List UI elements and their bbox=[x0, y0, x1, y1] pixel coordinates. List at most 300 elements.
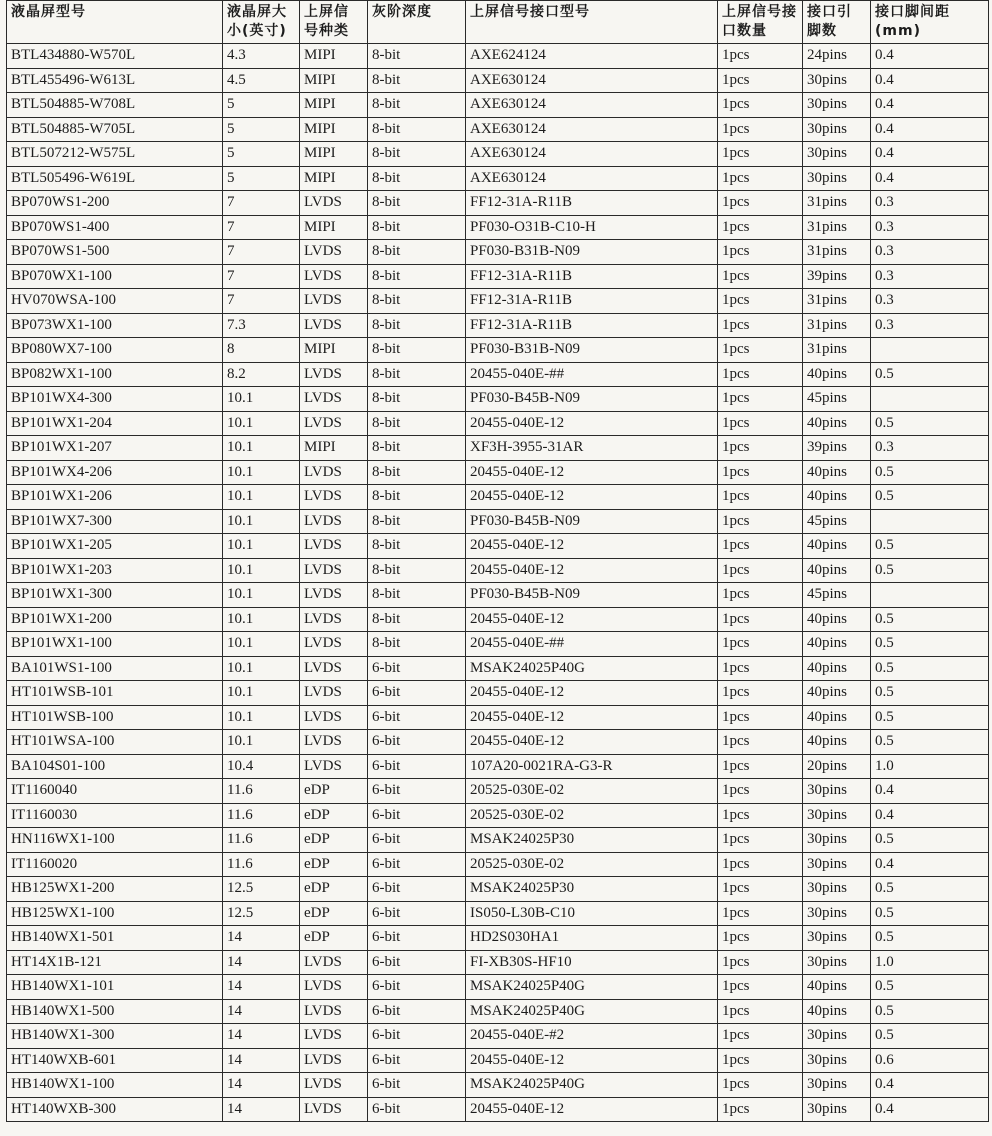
signal-type-cell: MIPI bbox=[300, 338, 368, 363]
size-cell: 10.1 bbox=[223, 730, 300, 755]
pin-pitch-cell: 0.5 bbox=[871, 975, 989, 1000]
pin-pitch-cell: 0.3 bbox=[871, 436, 989, 461]
pin-pitch-cell: 0.4 bbox=[871, 803, 989, 828]
connector-model-cell: XF3H-3955-31AR bbox=[466, 436, 718, 461]
model-cell: BP101WX1-203 bbox=[7, 558, 223, 583]
connector-count-cell: 1pcs bbox=[718, 901, 803, 926]
table-row bbox=[7, 436, 989, 461]
pin-count-cell: 30pins bbox=[803, 1024, 871, 1049]
pin-count-cell: 40pins bbox=[803, 460, 871, 485]
gray-depth-cell: 8-bit bbox=[368, 436, 466, 461]
size-cell: 14 bbox=[223, 1073, 300, 1098]
pin-count-cell: 40pins bbox=[803, 975, 871, 1000]
size-cell: 7 bbox=[223, 289, 300, 314]
model-cell: BP070WX1-100 bbox=[7, 264, 223, 289]
connector-count-cell: 1pcs bbox=[718, 852, 803, 877]
size-cell: 10.1 bbox=[223, 460, 300, 485]
table-row bbox=[7, 264, 989, 289]
connector-count-cell: 1pcs bbox=[718, 289, 803, 314]
gray-depth-cell: 6-bit bbox=[368, 852, 466, 877]
gray-depth-cell: 6-bit bbox=[368, 877, 466, 902]
pin-pitch-cell: 0.5 bbox=[871, 485, 989, 510]
pin-pitch-cell: 0.4 bbox=[871, 1097, 989, 1122]
gray-depth-cell: 6-bit bbox=[368, 779, 466, 804]
connector-count-cell: 1pcs bbox=[718, 1073, 803, 1098]
pin-count-cell: 40pins bbox=[803, 681, 871, 706]
pin-pitch-cell: 1.0 bbox=[871, 754, 989, 779]
signal-type-cell: LVDS bbox=[300, 656, 368, 681]
size-cell: 10.1 bbox=[223, 705, 300, 730]
lcd-spec-table bbox=[6, 0, 989, 1122]
signal-type-cell: LVDS bbox=[300, 681, 368, 706]
table-row bbox=[7, 215, 989, 240]
signal-type-cell: LVDS bbox=[300, 558, 368, 583]
size-cell: 14 bbox=[223, 950, 300, 975]
pin-pitch-cell: 0.4 bbox=[871, 44, 989, 69]
gray-depth-cell: 8-bit bbox=[368, 289, 466, 314]
connector-count-cell: 1pcs bbox=[718, 534, 803, 559]
gray-depth-cell: 6-bit bbox=[368, 950, 466, 975]
model-cell: BP101WX1-205 bbox=[7, 534, 223, 559]
connector-model-cell: 20455-040E-12 bbox=[466, 534, 718, 559]
table-row bbox=[7, 705, 989, 730]
pin-count-cell: 30pins bbox=[803, 779, 871, 804]
connector-model-cell: MSAK24025P40G bbox=[466, 975, 718, 1000]
model-cell: HB140WX1-101 bbox=[7, 975, 223, 1000]
gray-depth-cell: 8-bit bbox=[368, 240, 466, 265]
model-cell: BP101WX7-300 bbox=[7, 509, 223, 534]
table-row bbox=[7, 68, 989, 93]
connector-count-cell: 1pcs bbox=[718, 240, 803, 265]
gray-depth-cell: 6-bit bbox=[368, 1048, 466, 1073]
signal-type-cell: LVDS bbox=[300, 485, 368, 510]
signal-type-cell: LVDS bbox=[300, 754, 368, 779]
connector-count-cell: 1pcs bbox=[718, 191, 803, 216]
gray-depth-cell: 8-bit bbox=[368, 534, 466, 559]
size-cell: 7 bbox=[223, 240, 300, 265]
gray-depth-cell: 6-bit bbox=[368, 681, 466, 706]
gray-depth-cell: 6-bit bbox=[368, 656, 466, 681]
connector-model-cell: MSAK24025P40G bbox=[466, 999, 718, 1024]
model-cell: HN116WX1-100 bbox=[7, 828, 223, 853]
connector-model-cell: PF030-B31B-N09 bbox=[466, 338, 718, 363]
pin-count-cell: 30pins bbox=[803, 1048, 871, 1073]
pin-pitch-cell bbox=[871, 338, 989, 363]
pin-count-cell: 30pins bbox=[803, 926, 871, 951]
pin-pitch-cell: 0.5 bbox=[871, 901, 989, 926]
connector-model-cell: AXE630124 bbox=[466, 68, 718, 93]
gray-depth-cell: 6-bit bbox=[368, 705, 466, 730]
connector-count-cell: 1pcs bbox=[718, 460, 803, 485]
model-cell: HB140WX1-501 bbox=[7, 926, 223, 951]
model-cell: BP082WX1-100 bbox=[7, 362, 223, 387]
table-row bbox=[7, 191, 989, 216]
signal-type-cell: LVDS bbox=[300, 705, 368, 730]
size-cell: 10.1 bbox=[223, 558, 300, 583]
connector-count-cell: 1pcs bbox=[718, 681, 803, 706]
size-cell: 10.1 bbox=[223, 436, 300, 461]
model-cell: BP101WX1-200 bbox=[7, 607, 223, 632]
model-cell: BP101WX4-300 bbox=[7, 387, 223, 412]
table-row bbox=[7, 754, 989, 779]
gray-depth-cell: 8-bit bbox=[368, 191, 466, 216]
connector-count-cell: 1pcs bbox=[718, 999, 803, 1024]
pin-pitch-cell: 0.5 bbox=[871, 632, 989, 657]
table-row bbox=[7, 240, 989, 265]
connector-model-cell: 20525-030E-02 bbox=[466, 779, 718, 804]
table-row bbox=[7, 607, 989, 632]
size-cell: 10.1 bbox=[223, 411, 300, 436]
gray-depth-cell: 8-bit bbox=[368, 460, 466, 485]
connector-count-cell: 1pcs bbox=[718, 632, 803, 657]
pin-count-cell: 40pins bbox=[803, 485, 871, 510]
model-cell: BP080WX7-100 bbox=[7, 338, 223, 363]
connector-model-cell: AXE630124 bbox=[466, 142, 718, 167]
table-row bbox=[7, 411, 989, 436]
pin-pitch-cell: 0.3 bbox=[871, 240, 989, 265]
gray-depth-cell: 8-bit bbox=[368, 68, 466, 93]
connector-count-cell: 1pcs bbox=[718, 607, 803, 632]
model-cell: BTL505496-W619L bbox=[7, 166, 223, 191]
pin-pitch-cell: 0.6 bbox=[871, 1048, 989, 1073]
pin-pitch-cell: 0.3 bbox=[871, 215, 989, 240]
table-row bbox=[7, 926, 989, 951]
size-cell: 4.5 bbox=[223, 68, 300, 93]
signal-type-cell: LVDS bbox=[300, 509, 368, 534]
pin-pitch-cell: 0.4 bbox=[871, 93, 989, 118]
table-row bbox=[7, 583, 989, 608]
model-cell: BA104S01-100 bbox=[7, 754, 223, 779]
pin-pitch-cell: 0.5 bbox=[871, 362, 989, 387]
pin-pitch-cell: 0.5 bbox=[871, 411, 989, 436]
signal-type-cell: LVDS bbox=[300, 191, 368, 216]
size-cell: 10.1 bbox=[223, 387, 300, 412]
connector-count-cell: 1pcs bbox=[718, 387, 803, 412]
gray-depth-cell: 8-bit bbox=[368, 93, 466, 118]
pin-pitch-cell: 0.4 bbox=[871, 117, 989, 142]
table-row bbox=[7, 387, 989, 412]
connector-count-cell: 1pcs bbox=[718, 926, 803, 951]
gray-depth-cell: 8-bit bbox=[368, 558, 466, 583]
size-cell: 10.1 bbox=[223, 632, 300, 657]
model-cell: BTL504885-W708L bbox=[7, 93, 223, 118]
connector-model-cell: MSAK24025P40G bbox=[466, 1073, 718, 1098]
pin-count-cell: 45pins bbox=[803, 387, 871, 412]
pin-pitch-cell: 0.3 bbox=[871, 289, 989, 314]
connector-count-cell: 1pcs bbox=[718, 1024, 803, 1049]
connector-count-cell: 1pcs bbox=[718, 93, 803, 118]
connector-model-cell: FF12-31A-R11B bbox=[466, 264, 718, 289]
pin-pitch-cell: 0.5 bbox=[871, 828, 989, 853]
pin-count-cell: 30pins bbox=[803, 901, 871, 926]
connector-model-cell: HD2S030HA1 bbox=[466, 926, 718, 951]
connector-count-cell: 1pcs bbox=[718, 509, 803, 534]
gray-depth-cell: 8-bit bbox=[368, 264, 466, 289]
gray-depth-cell: 8-bit bbox=[368, 509, 466, 534]
connector-count-cell: 1pcs bbox=[718, 730, 803, 755]
pin-pitch-cell: 1.0 bbox=[871, 950, 989, 975]
pin-count-cell: 24pins bbox=[803, 44, 871, 69]
connector-model-cell: 20455-040E-12 bbox=[466, 681, 718, 706]
connector-count-cell: 1pcs bbox=[718, 1048, 803, 1073]
signal-type-cell: MIPI bbox=[300, 142, 368, 167]
connector-model-cell: 20455-040E-## bbox=[466, 362, 718, 387]
connector-model-cell: 20455-040E-12 bbox=[466, 1048, 718, 1073]
header-connector-count: 上屏信号接口数量 bbox=[718, 1, 803, 44]
signal-type-cell: MIPI bbox=[300, 117, 368, 142]
pin-count-cell: 31pins bbox=[803, 338, 871, 363]
connector-count-cell: 1pcs bbox=[718, 117, 803, 142]
table-row bbox=[7, 485, 989, 510]
pin-count-cell: 31pins bbox=[803, 215, 871, 240]
table-row bbox=[7, 656, 989, 681]
pin-count-cell: 40pins bbox=[803, 705, 871, 730]
signal-type-cell: LVDS bbox=[300, 1048, 368, 1073]
table-row bbox=[7, 460, 989, 485]
connector-count-cell: 1pcs bbox=[718, 950, 803, 975]
connector-count-cell: 1pcs bbox=[718, 264, 803, 289]
size-cell: 10.1 bbox=[223, 681, 300, 706]
model-cell: HB125WX1-100 bbox=[7, 901, 223, 926]
pin-count-cell: 30pins bbox=[803, 68, 871, 93]
model-cell: HT14X1B-121 bbox=[7, 950, 223, 975]
connector-model-cell: 20455-040E-12 bbox=[466, 558, 718, 583]
connector-model-cell: 20455-040E-12 bbox=[466, 730, 718, 755]
model-cell: HT140WXB-601 bbox=[7, 1048, 223, 1073]
gray-depth-cell: 8-bit bbox=[368, 338, 466, 363]
pin-count-cell: 30pins bbox=[803, 950, 871, 975]
size-cell: 14 bbox=[223, 1097, 300, 1122]
header-row bbox=[7, 1, 989, 44]
model-cell: HB125WX1-200 bbox=[7, 877, 223, 902]
pin-count-cell: 30pins bbox=[803, 877, 871, 902]
connector-model-cell: MSAK24025P30 bbox=[466, 828, 718, 853]
signal-type-cell: LVDS bbox=[300, 289, 368, 314]
connector-model-cell: FF12-31A-R11B bbox=[466, 313, 718, 338]
signal-type-cell: MIPI bbox=[300, 68, 368, 93]
pin-count-cell: 40pins bbox=[803, 632, 871, 657]
model-cell: BP073WX1-100 bbox=[7, 313, 223, 338]
pin-count-cell: 40pins bbox=[803, 411, 871, 436]
size-cell: 11.6 bbox=[223, 779, 300, 804]
signal-type-cell: MIPI bbox=[300, 93, 368, 118]
table-row bbox=[7, 1097, 989, 1122]
connector-model-cell: FF12-31A-R11B bbox=[466, 191, 718, 216]
pin-pitch-cell: 0.5 bbox=[871, 656, 989, 681]
pin-pitch-cell: 0.4 bbox=[871, 1073, 989, 1098]
connector-count-cell: 1pcs bbox=[718, 754, 803, 779]
pin-count-cell: 30pins bbox=[803, 803, 871, 828]
connector-model-cell: PF030-B31B-N09 bbox=[466, 240, 718, 265]
pin-count-cell: 40pins bbox=[803, 730, 871, 755]
pin-pitch-cell: 0.5 bbox=[871, 681, 989, 706]
size-cell: 12.5 bbox=[223, 901, 300, 926]
connector-model-cell: FI-XB30S-HF10 bbox=[466, 950, 718, 975]
pin-pitch-cell bbox=[871, 509, 989, 534]
model-cell: IT1160030 bbox=[7, 803, 223, 828]
table-row bbox=[7, 901, 989, 926]
table-row bbox=[7, 44, 989, 69]
signal-type-cell: LVDS bbox=[300, 362, 368, 387]
pin-count-cell: 39pins bbox=[803, 264, 871, 289]
connector-count-cell: 1pcs bbox=[718, 338, 803, 363]
pin-pitch-cell: 0.5 bbox=[871, 926, 989, 951]
connector-model-cell: 20455-040E-12 bbox=[466, 411, 718, 436]
table-row bbox=[7, 534, 989, 559]
connector-model-cell: PF030-B45B-N09 bbox=[466, 387, 718, 412]
signal-type-cell: eDP bbox=[300, 852, 368, 877]
pin-pitch-cell: 0.5 bbox=[871, 877, 989, 902]
table-row bbox=[7, 1048, 989, 1073]
gray-depth-cell: 8-bit bbox=[368, 411, 466, 436]
pin-count-cell: 30pins bbox=[803, 166, 871, 191]
model-cell: BTL434880-W570L bbox=[7, 44, 223, 69]
pin-count-cell: 40pins bbox=[803, 558, 871, 583]
size-cell: 10.1 bbox=[223, 509, 300, 534]
model-cell: BP101WX1-204 bbox=[7, 411, 223, 436]
model-cell: HT101WSA-100 bbox=[7, 730, 223, 755]
pin-pitch-cell bbox=[871, 387, 989, 412]
pin-count-cell: 40pins bbox=[803, 534, 871, 559]
table-row bbox=[7, 289, 989, 314]
size-cell: 14 bbox=[223, 975, 300, 1000]
connector-model-cell: 20455-040E-12 bbox=[466, 705, 718, 730]
pin-count-cell: 30pins bbox=[803, 93, 871, 118]
table-row bbox=[7, 166, 989, 191]
signal-type-cell: eDP bbox=[300, 779, 368, 804]
pin-count-cell: 30pins bbox=[803, 828, 871, 853]
connector-count-cell: 1pcs bbox=[718, 362, 803, 387]
connector-count-cell: 1pcs bbox=[718, 975, 803, 1000]
connector-count-cell: 1pcs bbox=[718, 803, 803, 828]
signal-type-cell: LVDS bbox=[300, 387, 368, 412]
model-cell: HB140WX1-100 bbox=[7, 1073, 223, 1098]
table-row bbox=[7, 730, 989, 755]
connector-model-cell: 107A20-0021RA-G3-R bbox=[466, 754, 718, 779]
model-cell: BP101WX4-206 bbox=[7, 460, 223, 485]
pin-pitch-cell: 0.3 bbox=[871, 313, 989, 338]
connector-count-cell: 1pcs bbox=[718, 313, 803, 338]
signal-type-cell: LVDS bbox=[300, 460, 368, 485]
model-cell: BP070WS1-200 bbox=[7, 191, 223, 216]
size-cell: 8 bbox=[223, 338, 300, 363]
model-cell: HT140WXB-300 bbox=[7, 1097, 223, 1122]
connector-model-cell: MSAK24025P40G bbox=[466, 656, 718, 681]
connector-model-cell: 20455-040E-12 bbox=[466, 1097, 718, 1122]
pin-count-cell: 40pins bbox=[803, 362, 871, 387]
connector-model-cell: 20525-030E-02 bbox=[466, 803, 718, 828]
connector-model-cell: PF030-B45B-N09 bbox=[466, 509, 718, 534]
table-row bbox=[7, 93, 989, 118]
connector-count-cell: 1pcs bbox=[718, 558, 803, 583]
table-row bbox=[7, 681, 989, 706]
connector-count-cell: 1pcs bbox=[718, 68, 803, 93]
size-cell: 14 bbox=[223, 1024, 300, 1049]
gray-depth-cell: 8-bit bbox=[368, 607, 466, 632]
signal-type-cell: LVDS bbox=[300, 240, 368, 265]
connector-count-cell: 1pcs bbox=[718, 877, 803, 902]
signal-type-cell: MIPI bbox=[300, 436, 368, 461]
connector-model-cell: AXE630124 bbox=[466, 93, 718, 118]
signal-type-cell: LVDS bbox=[300, 607, 368, 632]
connector-count-cell: 1pcs bbox=[718, 583, 803, 608]
gray-depth-cell: 8-bit bbox=[368, 387, 466, 412]
gray-depth-cell: 8-bit bbox=[368, 215, 466, 240]
connector-count-cell: 1pcs bbox=[718, 142, 803, 167]
size-cell: 7.3 bbox=[223, 313, 300, 338]
size-cell: 5 bbox=[223, 93, 300, 118]
pin-pitch-cell: 0.4 bbox=[871, 779, 989, 804]
table-row bbox=[7, 803, 989, 828]
size-cell: 10.1 bbox=[223, 607, 300, 632]
pin-pitch-cell: 0.4 bbox=[871, 852, 989, 877]
size-cell: 14 bbox=[223, 999, 300, 1024]
size-cell: 10.1 bbox=[223, 534, 300, 559]
gray-depth-cell: 6-bit bbox=[368, 828, 466, 853]
header-model: 液晶屏型号 bbox=[7, 1, 223, 44]
model-cell: BP101WX1-206 bbox=[7, 485, 223, 510]
table-row bbox=[7, 313, 989, 338]
gray-depth-cell: 8-bit bbox=[368, 166, 466, 191]
table-row bbox=[7, 362, 989, 387]
gray-depth-cell: 6-bit bbox=[368, 1024, 466, 1049]
connector-model-cell: 20455-040E-12 bbox=[466, 460, 718, 485]
table-row bbox=[7, 1024, 989, 1049]
signal-type-cell: MIPI bbox=[300, 215, 368, 240]
header-connector-model: 上屏信号接口型号 bbox=[466, 1, 718, 44]
connector-count-cell: 1pcs bbox=[718, 436, 803, 461]
signal-type-cell: LVDS bbox=[300, 264, 368, 289]
signal-type-cell: LVDS bbox=[300, 583, 368, 608]
gray-depth-cell: 8-bit bbox=[368, 583, 466, 608]
table-row bbox=[7, 338, 989, 363]
pin-count-cell: 40pins bbox=[803, 607, 871, 632]
connector-model-cell: 20455-040E-12 bbox=[466, 607, 718, 632]
connector-count-cell: 1pcs bbox=[718, 1097, 803, 1122]
connector-model-cell: AXE624124 bbox=[466, 44, 718, 69]
size-cell: 7 bbox=[223, 191, 300, 216]
pin-pitch-cell: 0.4 bbox=[871, 166, 989, 191]
table-row bbox=[7, 999, 989, 1024]
signal-type-cell: LVDS bbox=[300, 950, 368, 975]
gray-depth-cell: 6-bit bbox=[368, 1073, 466, 1098]
pin-pitch-cell: 0.5 bbox=[871, 705, 989, 730]
connector-model-cell: AXE630124 bbox=[466, 166, 718, 191]
pin-pitch-cell: 0.5 bbox=[871, 999, 989, 1024]
table-row bbox=[7, 632, 989, 657]
model-cell: BP101WX1-100 bbox=[7, 632, 223, 657]
gray-depth-cell: 6-bit bbox=[368, 975, 466, 1000]
pin-count-cell: 40pins bbox=[803, 999, 871, 1024]
pin-pitch-cell bbox=[871, 583, 989, 608]
model-cell: BP070WS1-500 bbox=[7, 240, 223, 265]
model-cell: BTL455496-W613L bbox=[7, 68, 223, 93]
gray-depth-cell: 6-bit bbox=[368, 926, 466, 951]
table-row bbox=[7, 509, 989, 534]
table-row bbox=[7, 975, 989, 1000]
model-cell: BP101WX1-300 bbox=[7, 583, 223, 608]
signal-type-cell: eDP bbox=[300, 803, 368, 828]
model-cell: BTL507212-W575L bbox=[7, 142, 223, 167]
signal-type-cell: LVDS bbox=[300, 1073, 368, 1098]
gray-depth-cell: 6-bit bbox=[368, 754, 466, 779]
model-cell: BA101WS1-100 bbox=[7, 656, 223, 681]
pin-count-cell: 31pins bbox=[803, 240, 871, 265]
size-cell: 14 bbox=[223, 926, 300, 951]
signal-type-cell: eDP bbox=[300, 877, 368, 902]
model-cell: HT101WSB-100 bbox=[7, 705, 223, 730]
pin-pitch-cell: 0.4 bbox=[871, 68, 989, 93]
